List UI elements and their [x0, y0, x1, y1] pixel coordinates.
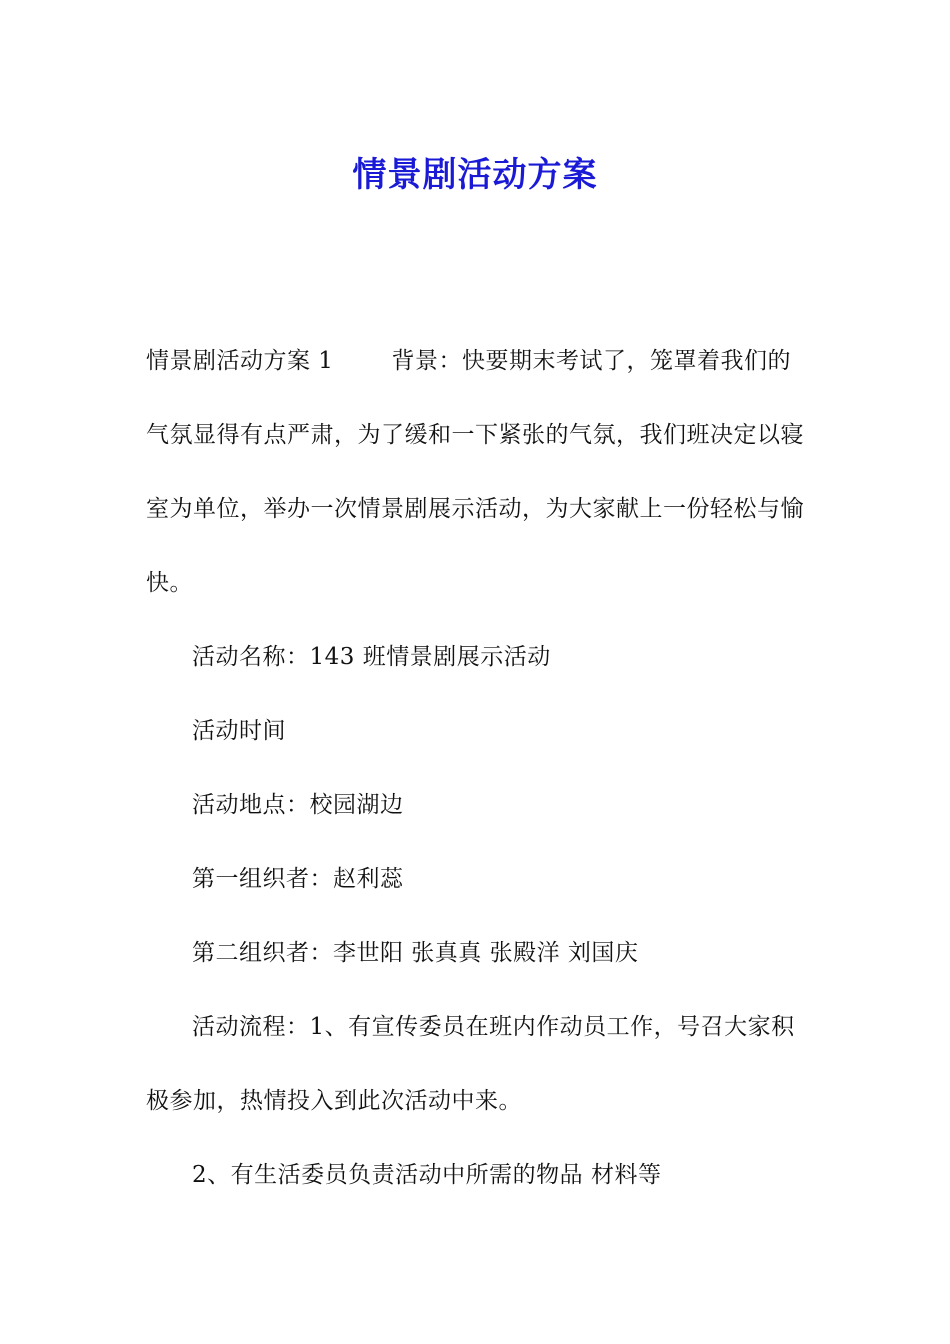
activity-location-paragraph: 活动地点：校园湖边 [192, 792, 404, 818]
second-organizer-paragraph: 第二组织者：李世阳 张真真 张殿洋 刘国庆 [192, 940, 639, 966]
first-organizer-paragraph: 第一组织者：赵利蕊 [192, 866, 404, 892]
intro-text: 背景：快要期末考试了，笼罩着我们的气氛显得有点严肃，为了缓和一下紧张的气氛，我们班决定以寝室为单位，举办一次情景剧展示活动，为大家献上一份轻松与愉快。 [146, 348, 804, 596]
intro-paragraph [146, 324, 810, 620]
activity-time-paragraph: 活动时间 [192, 718, 286, 744]
intro-label: 情景剧活动方案 1 [146, 348, 334, 374]
supplies-paragraph: 2、有生活委员负责活动中所需的物品 材料等 [192, 1162, 662, 1188]
activity-name-paragraph: 活动名称：143 班情景剧展示活动 [192, 644, 551, 670]
document-title: 情景剧活动方案 [352, 154, 598, 195]
document-body [146, 324, 810, 1212]
activity-process-paragraph: 活动流程：1、有宣传委员在班内作动员工作，号召大家积极参加，热情投入到此次活动中来。 [146, 1014, 795, 1114]
